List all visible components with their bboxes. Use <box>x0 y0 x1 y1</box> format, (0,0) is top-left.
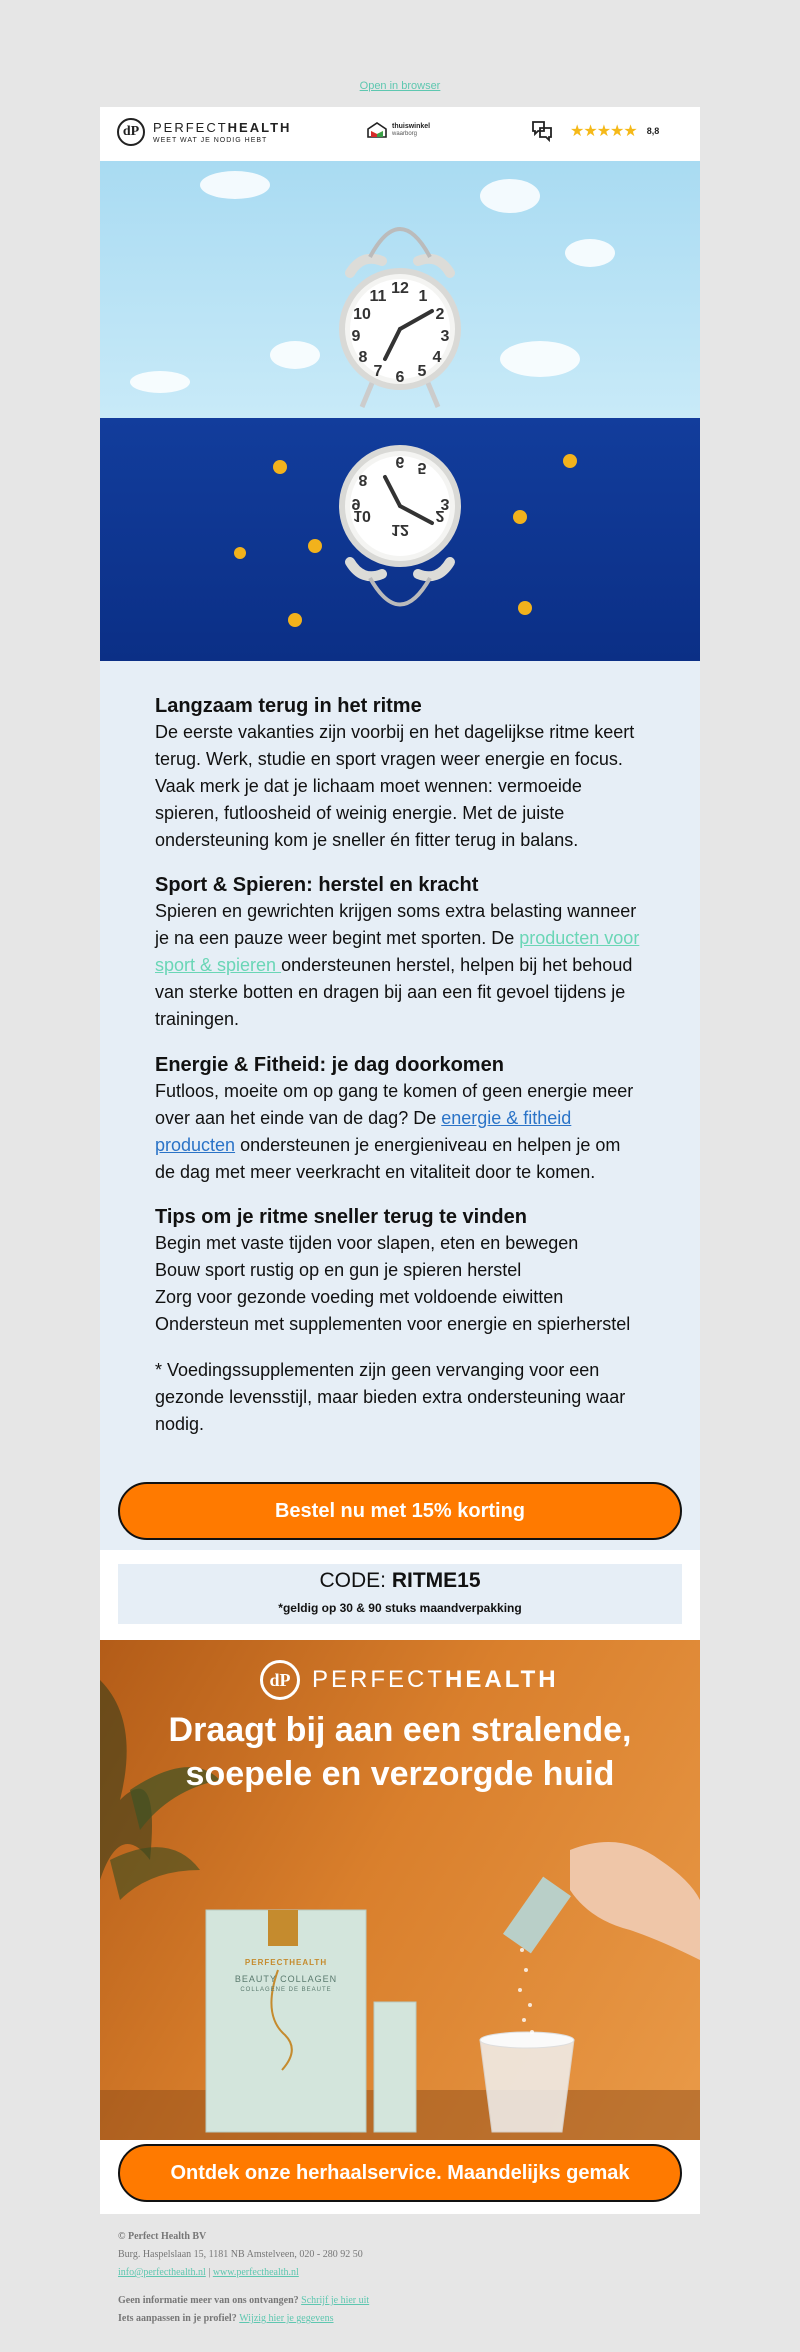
section-body: Futloos, moeite om op gang te komen of geen energie meer over aan het einde van de dag? De energie & fitheid producten ondersteunen je energieniveau en helpen je om de dag met meer veerkracht en vitaliteit door te komen. <box>155 1081 634 1182</box>
discount-code-area <box>100 1550 700 1640</box>
rating-score: 8,8 <box>646 126 660 136</box>
svg-text:3: 3 <box>440 495 450 512</box>
section-body: Spieren en gewrichten krijgen soms extra belasting wanneer je na een pauze weer begint met sporten. De producten voor sport & spieren ondersteunen herstel, helpen bij het behoud van sterke botten en dragen bij aan een fit gevoel tijdens je trainingen. <box>155 901 640 1029</box>
section-tips <box>155 1204 645 1338</box>
brand-name: PERFECTHEALTH <box>153 119 292 135</box>
open-in-browser-link[interactable]: Open in browser <box>359 80 441 92</box>
svg-text:1: 1 <box>418 288 428 305</box>
hero-image[interactable] <box>100 161 700 661</box>
svg-text:6: 6 <box>395 369 405 386</box>
svg-text:12: 12 <box>391 280 409 297</box>
section-title: Langzaam terug in het ritme <box>155 695 422 717</box>
section-energie <box>155 1052 645 1186</box>
svg-text:5: 5 <box>417 459 427 476</box>
tip-item: Zorg voor gezonde voeding met voldoende eiwitten <box>155 1287 564 1307</box>
svg-text:2: 2 <box>435 306 445 323</box>
alarm-clock-icon <box>100 161 700 661</box>
footer-company: © Perfect Health BV <box>118 2231 207 2242</box>
banner-title: Draagt bij aan een stralende, soepele en verzorgde huid <box>168 1711 632 1793</box>
edit-profile-link[interactable]: Wijzig hier je gegevens <box>239 2313 334 2324</box>
discount-code: CODE: RITME15 <box>319 1569 481 1592</box>
code-value: RITME15 <box>391 1569 481 1592</box>
footer-profile: Iets aanpassen in je profiel? Wijzig hier je gegevens <box>118 2313 334 2324</box>
banner-brand: PERFECTHEALTH <box>312 1666 559 1693</box>
svg-text:10: 10 <box>353 306 371 323</box>
svg-text:10: 10 <box>353 507 371 524</box>
perfecthealth-logo-icon: dP <box>117 118 145 146</box>
footer-website-link[interactable]: www.perfecthealth.nl <box>212 2267 299 2278</box>
footer-address: Burg. Haspelslaan 15, 1181 NB Amstelveen, 020 - 280 92 50 <box>118 2249 363 2260</box>
svg-text:5: 5 <box>417 363 427 380</box>
svg-text:8: 8 <box>358 471 368 488</box>
svg-text:4: 4 <box>432 349 442 366</box>
svg-text:3: 3 <box>440 328 450 345</box>
svg-text:9: 9 <box>351 495 361 512</box>
product-box-name: BEAUTY COLLAGEN <box>234 1974 338 1984</box>
section-ritme <box>155 693 645 854</box>
section-sport <box>155 872 645 1033</box>
section-title: Energie & Fitheid: je dag doorkomen <box>155 1054 504 1076</box>
banner-logo <box>260 1660 559 1700</box>
section-title: Sport & Spieren: herstel en kracht <box>155 874 479 896</box>
thuiswinkel-name: thuiswinkel <box>392 122 431 130</box>
review-chat-icon <box>530 119 554 143</box>
discount-code-box <box>118 1564 682 1624</box>
beauty-collagen-banner[interactable] <box>100 1640 700 2140</box>
svg-text:7: 7 <box>373 363 383 380</box>
brand-tagline: WEET WAT JE NODIG HEBT <box>153 136 268 144</box>
energie-fitheid-link[interactable]: energie & fitheid producten <box>155 1108 572 1155</box>
tip-item: Begin met vaste tijden voor slapen, eten en bewegen <box>155 1233 579 1253</box>
perfecthealth-logo-icon: dP <box>260 1660 300 1700</box>
subscription-service-button[interactable]: Ontdek onze herhaalservice. Maandelijks gemak <box>118 2144 682 2202</box>
thuiswinkel-badge[interactable] <box>366 121 430 139</box>
footer-email-link[interactable]: info@perfecthealth.nl <box>118 2267 206 2278</box>
bottom-cta-area <box>100 2140 700 2214</box>
email-header <box>100 107 700 161</box>
footer-unsubscribe: Geen informatie meer van ons ontvangen? Schrijf je hier uit <box>118 2295 370 2306</box>
section-title: Tips om je ritme sneller terug te vinden <box>155 1206 527 1228</box>
rating-stars: ★★★★★ <box>570 123 637 140</box>
thuiswinkel-icon <box>366 121 388 139</box>
review-rating[interactable] <box>530 119 659 143</box>
tip-item: Ondersteun met supplementen voor energie en spierherstel <box>155 1314 631 1334</box>
content-section <box>100 661 700 1550</box>
thuiswinkel-sub: waarborg <box>392 130 418 137</box>
tip-item: Bouw sport rustig op en gun je spieren herstel <box>155 1260 522 1280</box>
product-box-brand: PERFECTHEALTH <box>244 1958 328 1967</box>
svg-text:2: 2 <box>435 507 445 524</box>
section-body: De eerste vakanties zijn voorbij en het dagelijkse ritme keert terug. Werk, studie en sport vragen weer energie en focus. Vaak merk je dat je lichaam moet wennen: vermoeide spieren, futloosheid of weinig energie. Met de juiste ondersteuning kom je sneller én fitter terug in balans. <box>155 722 635 850</box>
unsubscribe-link[interactable]: Schrijf je hier uit <box>301 2295 370 2306</box>
svg-text:6: 6 <box>395 453 405 470</box>
perfecthealth-logo[interactable] <box>117 118 291 146</box>
product-box-sub: COLLAGENE DE BEAUTE <box>240 1987 332 1993</box>
svg-text:9: 9 <box>351 328 361 345</box>
order-discount-button[interactable]: Bestel nu met 15% korting <box>118 1482 682 1540</box>
svg-text:8: 8 <box>358 349 368 366</box>
discount-code-note: *geldig op 30 & 90 stuks maandverpakking <box>278 1601 522 1615</box>
svg-text:11: 11 <box>369 288 387 305</box>
disclaimer: * Voedingssupplementen zijn geen vervanging voor een gezonde levensstijl, maar bieden extra ondersteuning waar nodig. <box>155 1360 626 1434</box>
footer-links: info@perfecthealth.nl | www.perfecthealth.nl <box>118 2267 299 2278</box>
footer <box>118 2228 678 2328</box>
svg-text:12: 12 <box>391 521 409 538</box>
sport-spieren-link[interactable]: producten voor sport & spieren <box>155 928 640 975</box>
